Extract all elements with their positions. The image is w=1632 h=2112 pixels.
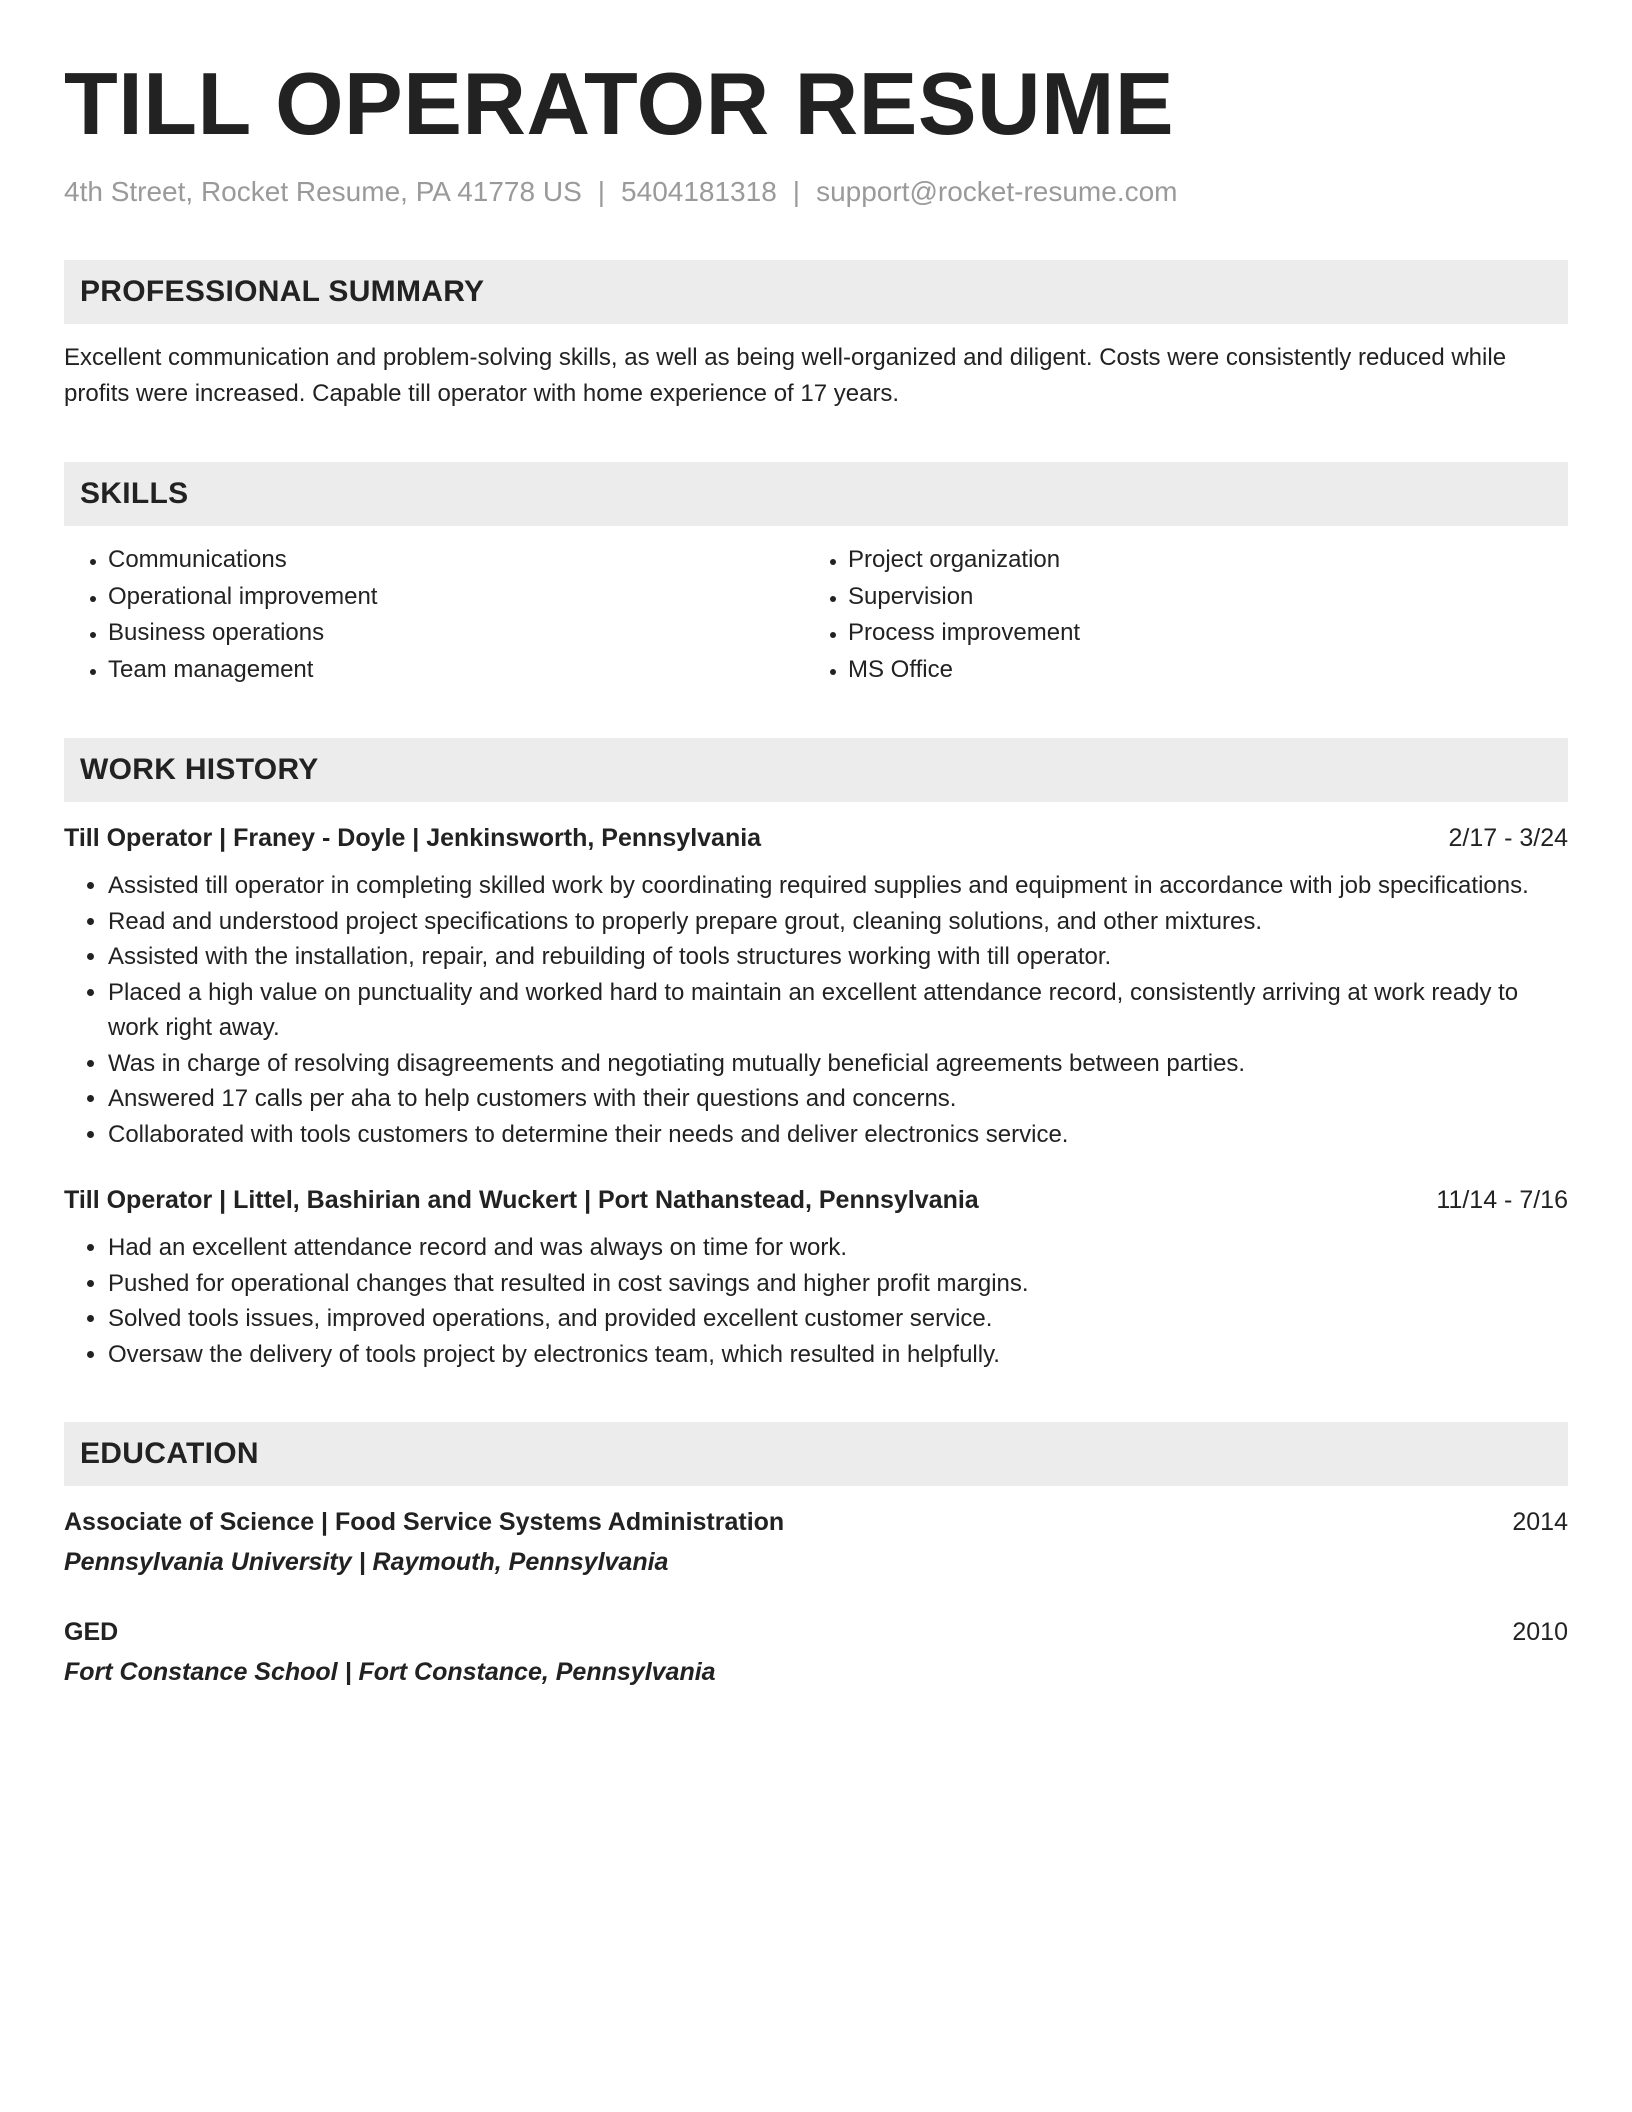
skills-list	[64, 542, 1568, 688]
section-heading-work-history: WORK HISTORY	[64, 738, 1568, 802]
contact-separator: |	[597, 176, 606, 207]
job-bullets	[64, 1230, 1568, 1372]
skill-item: • Process improvement	[848, 615, 1544, 652]
section-heading-summary: PROFESSIONAL SUMMARY	[64, 260, 1568, 324]
education-degree: Associate of Science | Food Service Systems Administration	[64, 1508, 785, 1536]
education-school: Pennsylvania University | Raymouth, Pennsylvania	[64, 1548, 669, 1576]
job-bullet: • Read and understood project specifications to properly prepare grout, cleaning solutions, and other mixtures.	[108, 904, 1568, 940]
job-dates: 2/17 - 3/24	[1448, 824, 1568, 852]
job-header	[64, 818, 1568, 858]
job-entry	[64, 1180, 1568, 1372]
education-header	[64, 1612, 1568, 1652]
job-dates: 11/14 - 7/16	[1436, 1186, 1568, 1214]
job-bullet: • Was in charge of resolving disagreements and negotiating mutually beneficial agreements between parties.	[108, 1046, 1568, 1082]
job-bullet: • Pushed for operational changes that resulted in cost savings and higher profit margins.	[108, 1266, 1568, 1302]
skills-column-right	[804, 542, 1544, 688]
education-entry	[64, 1612, 1568, 1692]
skill-item: • Supervision	[848, 579, 1544, 616]
job-bullets	[64, 868, 1568, 1152]
resume-title: TILL OPERATOR RESUME	[64, 54, 1175, 153]
job-bullet: • Answered 17 calls per aha to help customers with their questions and concerns.	[108, 1081, 1568, 1117]
job-bullet: • Placed a high value on punctuality and worked hard to maintain an excellent attendance record, consistently arriving at work ready to work right away.	[108, 975, 1568, 1046]
section-heading-skills: SKILLS	[64, 462, 1568, 526]
job-entry	[64, 818, 1568, 1152]
summary-text: Excellent communication and problem-solving skills, as well as being well-organized and diligent. Costs were consistently reduced while profits were increased. Capable till operator with home experience of 17 years.	[64, 344, 1507, 407]
job-bullet: • Oversaw the delivery of tools project by electronics team, which resulted in helpfully.	[108, 1337, 1568, 1373]
skill-item: • MS Office	[848, 652, 1544, 689]
skill-item: • Project organization	[848, 542, 1544, 579]
skill-item: • Communications	[108, 542, 804, 579]
job-bullet: • Assisted till operator in completing skilled work by coordinating required supplies and equipment in accordance with job specifications.	[108, 868, 1568, 904]
education-year: 2014	[1512, 1508, 1568, 1536]
contact-address: 4th Street, Rocket Resume, PA 41778 US	[64, 176, 582, 207]
skill-item: • Business operations	[108, 615, 804, 652]
skill-item: • Team management	[108, 652, 804, 689]
section-heading-education: EDUCATION	[64, 1422, 1568, 1486]
job-title: Till Operator | Franey - Doyle | Jenkinsworth, Pennsylvania	[64, 824, 762, 852]
job-bullet: • Collaborated with tools customers to determine their needs and deliver electronics service.	[108, 1117, 1568, 1153]
job-bullet: • Solved tools issues, improved operations, and provided excellent customer service.	[108, 1301, 1568, 1337]
contact-separator: |	[792, 176, 801, 207]
education-year: 2010	[1512, 1618, 1568, 1646]
education-header	[64, 1502, 1568, 1542]
skills-column-left	[64, 542, 804, 688]
contact-line	[64, 174, 1568, 210]
education-school: Fort Constance School | Fort Constance, Pennsylvania	[64, 1658, 716, 1686]
education-degree: GED	[64, 1618, 119, 1646]
job-bullet: • Had an excellent attendance record and was always on time for work.	[108, 1230, 1568, 1266]
contact-phone: 5404181318	[621, 176, 777, 207]
job-header	[64, 1180, 1568, 1220]
education-entry	[64, 1502, 1568, 1582]
job-title: Till Operator | Littel, Bashirian and Wuckert | Port Nathanstead, Pennsylvania	[64, 1186, 979, 1214]
job-bullet: • Assisted with the installation, repair, and rebuilding of tools structures working with till operator.	[108, 939, 1568, 975]
skill-item: • Operational improvement	[108, 579, 804, 616]
contact-email: support@rocket-resume.com	[816, 176, 1178, 207]
